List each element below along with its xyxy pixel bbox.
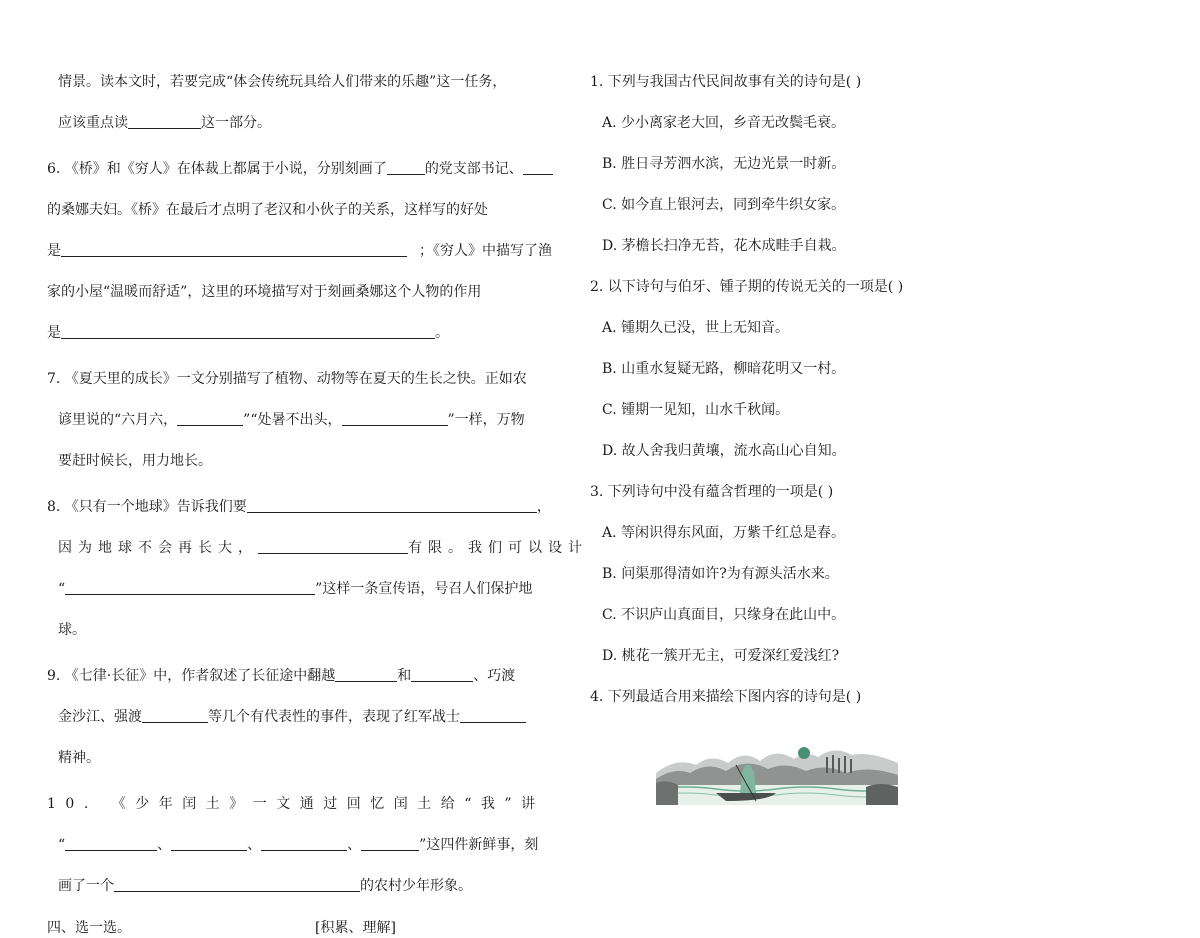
q7-line-3: 要赶时候长，用力地长。 [58,453,212,469]
q6-text: 是 [47,243,61,259]
answer-blank[interactable] [61,324,435,339]
mcq-3-option-b[interactable]: B. 问渠那得清如许?为有源头活水来。 [602,566,839,582]
q8-text: 8. 《只有一个地球》告诉我们要 [47,499,247,515]
left-column [47,72,588,938]
q10-text: 、 [157,837,172,853]
q7-text: ”一样，万物 [447,412,525,428]
mcq-1-option-b[interactable]: B. 胜日寻芳泗水滨，无边光景一时新。 [602,156,846,172]
intro-block [47,72,567,133]
q9-text: 等几个有代表性的事件，表现了红军战士 [208,709,460,725]
q6-text: 的党支部书记、 [424,161,523,177]
right-column [590,72,990,707]
q6-line-3 [47,241,567,261]
intro-text: 应该重点读 [58,115,128,131]
answer-blank[interactable] [411,667,473,682]
section-tag: [积累、理解] [315,920,396,936]
answer-blank[interactable] [261,836,347,851]
mcq-2-stem: 2. 以下诗句与伯牙、锺子期的传说无关的一项是( ) [590,279,904,295]
mcq-4 [590,687,990,707]
answer-blank[interactable] [523,160,553,175]
question-9 [47,666,567,768]
intro-line-1: 情景。读本文时，若要完成“体会传统玩具给人们带来的乐趣”这一任务， [58,74,507,90]
q6-line-2: 的桑娜夫妇。《桥》在最后才点明了老汉和小伙子的关系，这样写的好处 [47,202,488,218]
q9-line-1 [47,666,567,686]
q6-text: ；《穷人》中描写了渔 [419,243,552,259]
question-6 [47,159,567,343]
q6-text: 6. 《桥》和《穷人》在体裁上都属于小说，分别刻画了 [47,161,387,177]
q9-line-3: 精神。 [58,750,100,766]
q7-text: ”“处暑不出头， [243,412,342,428]
answer-blank[interactable] [61,242,407,257]
q9-line-2 [47,707,567,727]
mcq-3-option-c[interactable]: C. 不识庐山真面目，只缘身在此山中。 [602,607,846,623]
answer-blank[interactable] [171,836,247,851]
answer-blank[interactable] [65,580,315,595]
mcq-1-option-a[interactable]: A. 少小离家老大回，乡音无改鬓毛衰。 [602,115,846,131]
landscape-illustration-icon [656,743,898,805]
mcq-1-stem: 1. 下列与我国古代民间故事有关的诗句是( ) [590,74,862,90]
mcq-3-stem: 3. 下列诗句中没有蕴含哲理的一项是( ) [590,484,834,500]
q10-text: “ [58,837,66,853]
q10-text: ”这四件新鲜事，刻 [419,837,539,853]
q10-text: 画了一个 [58,878,114,894]
answer-blank[interactable] [142,708,208,723]
mcq-3-option-a[interactable]: A. 等闲识得东风面，万紫千红总是春。 [602,525,846,541]
mcq-1-option-d[interactable]: D. 茅檐长扫净无苔，花木成畦手自栽。 [602,238,846,254]
q6-text: 是 [47,325,61,341]
mcq-3 [590,482,990,666]
q8-line-2 [47,538,588,558]
q10-text: 、 [247,837,262,853]
q9-text: 金沙江、强渡 [58,709,142,725]
q8-line-3 [47,579,567,599]
answer-blank[interactable] [361,836,419,851]
q10-text: 、 [347,837,362,853]
q6-line-1 [47,159,567,179]
mcq-2-option-b[interactable]: B. 山重水复疑无路，柳暗花明又一村。 [602,361,846,377]
q8-line-1 [47,497,567,517]
mcq-4-stem: 4. 下列最适合用来描绘下图内容的诗句是( ) [590,689,862,705]
answer-blank[interactable] [128,114,201,129]
q6-line-5 [47,323,567,343]
q7-text: 谚里说的“六月六， [58,412,178,428]
question-10 [47,794,567,896]
q10-line-1: 10. 《少年闰土》一文通过回忆闰土给“我”讲 [47,796,545,812]
answer-blank[interactable] [342,411,448,426]
q8-text: ”这样一条宣传语，号召人们保护地 [315,581,533,597]
answer-blank[interactable] [114,877,360,892]
answer-blank[interactable] [460,708,526,723]
q9-text: 和 [397,668,412,684]
section-title: 四、选一选。 [47,920,131,936]
section-header [47,918,567,938]
q10-line-3 [47,876,567,896]
q9-text: 9. 《七律·长征》中，作者叙述了长征途中翻越 [47,668,336,684]
q10-line-2 [47,835,567,855]
intro-line-2 [47,113,567,133]
answer-blank[interactable] [335,667,397,682]
q7-line-1: 7. 《夏天里的成长》一文分别描写了植物、动物等在夏天的生长之快。正如农 [47,371,527,387]
mcq-1 [590,72,990,256]
mcq-1-option-c[interactable]: C. 如今直上银河去，同到牵牛织女家。 [602,197,846,213]
q8-text: “ [58,581,66,597]
q8-text: 因为地球不会再长大， [58,540,258,556]
q6-text: 。 [435,325,449,341]
mcq-2-option-c[interactable]: C. 锺期一见知，山水千秋闻。 [602,402,790,418]
q9-text: 、巧渡 [473,668,516,684]
mcq-2-option-d[interactable]: D. 故人舍我归黄壤，流水高山心自知。 [602,443,846,459]
mcq-2-option-a[interactable]: A. 锺期久已没，世上无知音。 [602,320,790,336]
question-7 [47,369,567,471]
answer-blank[interactable] [258,539,408,554]
mcq-3-option-d[interactable]: D. 桃花一簇开无主，可爱深红爱浅红? [602,648,840,664]
answer-blank[interactable] [247,498,537,513]
answer-blank[interactable] [177,411,243,426]
q6-line-4: 家的小屋“温暖而舒适”，这里的环境描写对于刻画桑娜这个人物的作用 [47,284,482,300]
q7-line-2 [47,410,567,430]
q8-text: ， [536,499,551,515]
q10-text: 的农村少年形象。 [360,878,472,894]
mcq-2 [590,277,990,461]
q8-line-4: 球。 [58,622,86,638]
intro-text: 这一部分。 [201,115,271,131]
q8-text: 有限。我们可以设计 [408,540,588,556]
question-8 [47,497,588,640]
answer-blank[interactable] [65,836,157,851]
answer-blank[interactable] [387,160,425,175]
